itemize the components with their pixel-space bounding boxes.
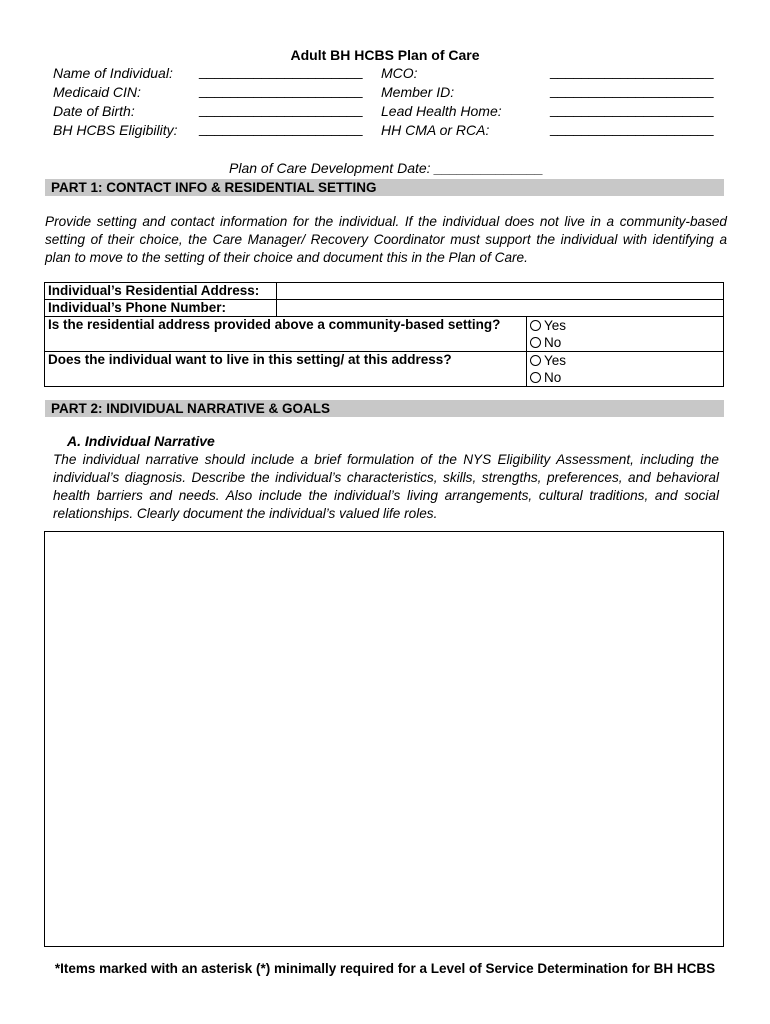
bh-hcbs-eligibility-label: BH HCBS Eligibility:: [53, 122, 178, 138]
no-label: No: [544, 369, 562, 385]
table-row: [45, 317, 724, 352]
live-in-setting-question: [45, 352, 527, 387]
live-in-setting-options: [527, 352, 724, 387]
yes-label: Yes: [544, 352, 567, 368]
individual-narrative-instructions: The individual narrative should include a brief formulation of the NYS Eligibility Assessment, including the individual’s diagnosis. Describe the individual’s characteristics, skills, strengths, preferences, and behavioral health barriers and needs. Also include the individual’s living arrangements, cultural traditions, and social relationships. Clearly document the individual’s valued life roles.: [53, 452, 719, 521]
contact-info-table: [44, 282, 724, 387]
radio-button-icon[interactable]: [530, 372, 541, 383]
part1-intro-text: Provide setting and contact information for the individual. If the individual does not live in a community-based setting of their choice, the Care Manager/ Recovery Coordinator must support the individual with identifying a plan to move to the setting of their choice and document this in the Plan of Care.: [45, 214, 727, 265]
lead-health-home-field[interactable]: _____________________: [550, 101, 714, 117]
community-setting-yes-option[interactable]: [530, 317, 720, 334]
community-setting-question: [45, 317, 527, 352]
radio-button-icon[interactable]: [530, 337, 541, 348]
hh-cma-or-rca-label: HH CMA or RCA:: [381, 122, 490, 138]
member-id-field[interactable]: _____________________: [550, 82, 714, 98]
live-in-setting-question-text: Does the individual want to live in this setting/ at this address?: [48, 352, 452, 367]
table-row: [45, 352, 724, 387]
live-in-setting-yes-option[interactable]: [530, 352, 720, 369]
mco-label: MCO:: [381, 65, 418, 81]
phone-number-label: Individual’s Phone Number:: [45, 300, 277, 317]
lead-health-home-label: Lead Health Home:: [381, 103, 502, 119]
medicaid-cin-label: Medicaid CIN:: [53, 84, 141, 100]
community-setting-no-option[interactable]: [530, 334, 720, 351]
member-id-label: Member ID:: [381, 84, 455, 100]
residential-address-field[interactable]: [277, 283, 724, 300]
yes-label: Yes: [544, 317, 567, 333]
part2-heading: PART 2: INDIVIDUAL NARRATIVE & GOALS: [45, 400, 724, 417]
narrative-text-area[interactable]: [44, 531, 724, 947]
residential-address-label: Individual’s Residential Address:: [45, 283, 277, 300]
date-of-birth-field[interactable]: _____________________: [199, 101, 363, 117]
no-label: No: [544, 334, 562, 350]
hh-cma-or-rca-field[interactable]: _____________________: [550, 120, 714, 136]
part1-heading: PART 1: CONTACT INFO & RESIDENTIAL SETTING: [45, 179, 724, 196]
radio-button-icon[interactable]: [530, 320, 541, 331]
community-setting-options: [527, 317, 724, 352]
live-in-setting-no-option[interactable]: [530, 369, 720, 386]
mco-field[interactable]: _____________________: [550, 63, 714, 79]
footnote: *Items marked with an asterisk (*) minimally required for a Level of Service Determination for BH HCBS: [54, 961, 716, 976]
radio-button-icon[interactable]: [530, 355, 541, 366]
date-of-birth-label: Date of Birth:: [53, 103, 135, 119]
individual-narrative-subheading: A. Individual Narrative: [67, 433, 215, 449]
bh-hcbs-eligibility-field[interactable]: _____________________: [199, 120, 363, 136]
name-of-individual-field[interactable]: _____________________: [199, 63, 363, 79]
phone-number-field[interactable]: [277, 300, 724, 317]
table-row: [45, 283, 724, 300]
document-title: Adult BH HCBS Plan of Care: [290, 47, 480, 63]
development-date-field[interactable]: Plan of Care Development Date: ______________: [229, 160, 544, 176]
community-setting-question-text: Is the residential address provided above a community-based setting?: [48, 317, 501, 332]
table-row: [45, 300, 724, 317]
name-of-individual-label: Name of Individual:: [53, 65, 173, 81]
medicaid-cin-field[interactable]: _____________________: [199, 82, 363, 98]
